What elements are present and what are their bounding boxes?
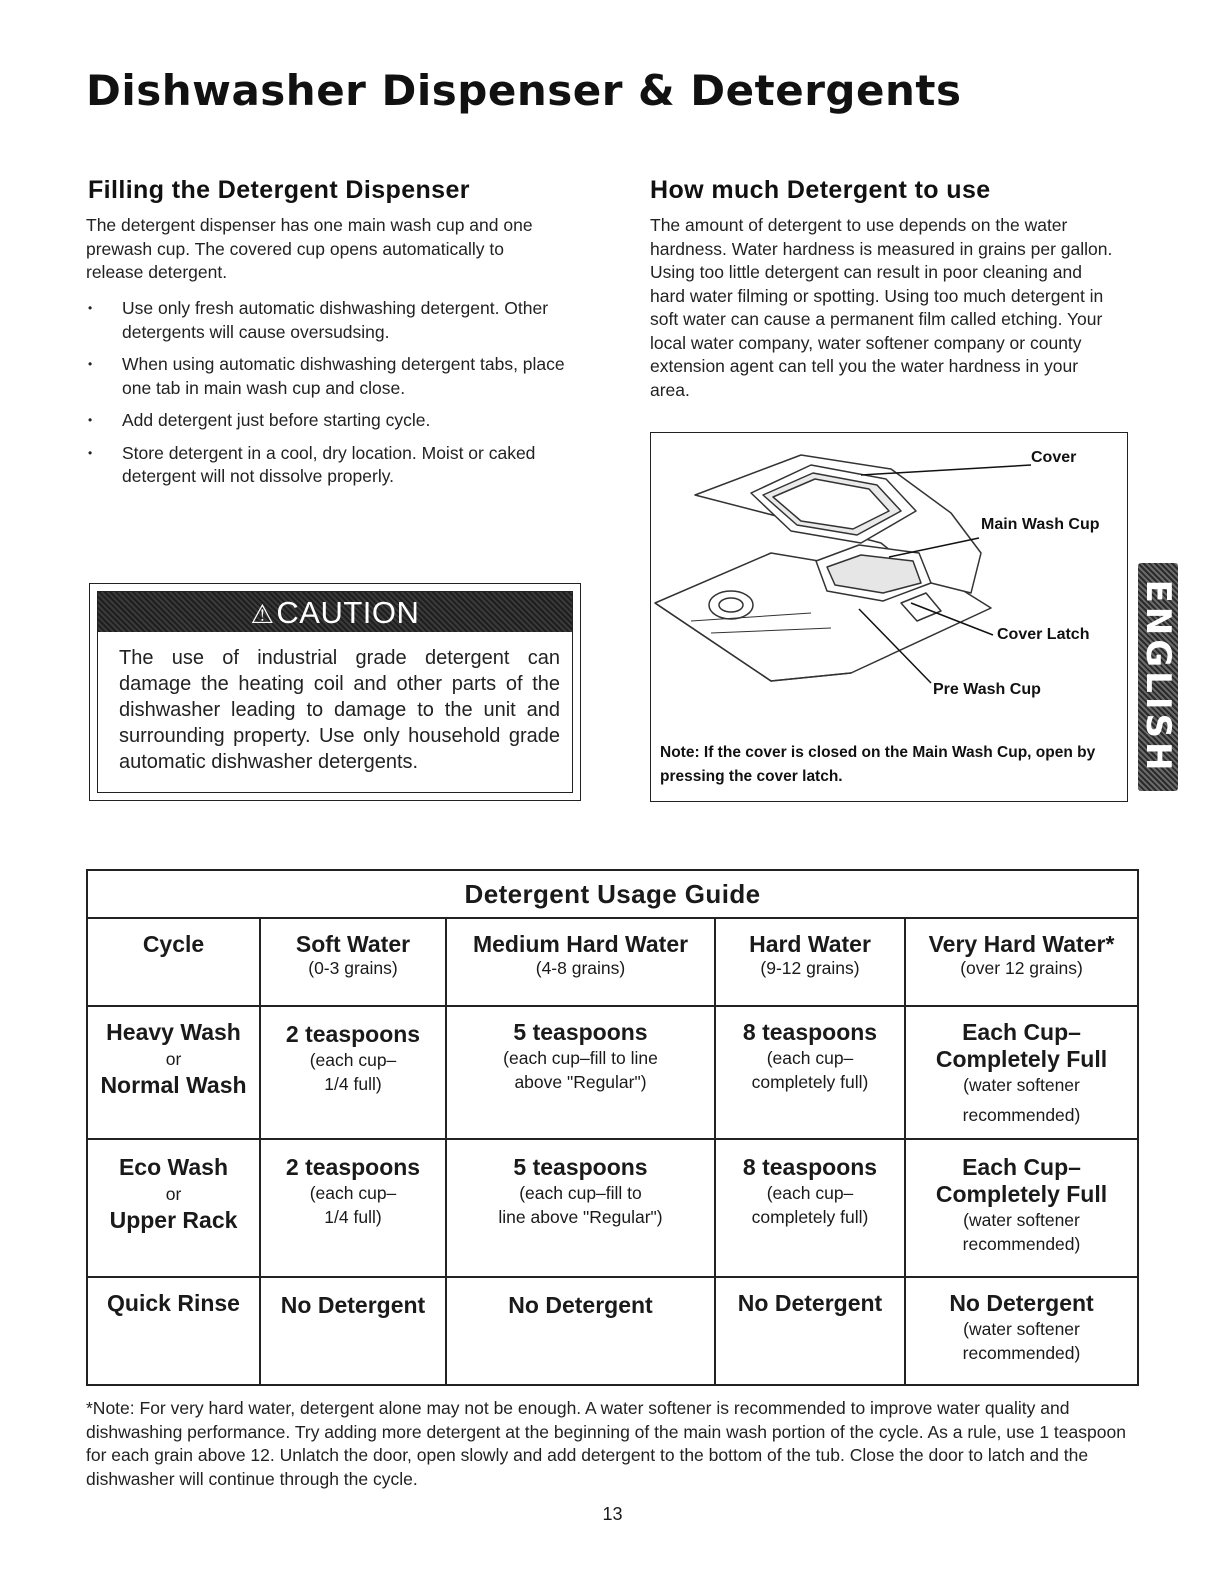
table-cell: No Detergent bbox=[260, 1277, 446, 1385]
diagram-note: Note: If the cover is closed on the Main Wash Cup, open by pressing the cover latch. bbox=[660, 744, 1096, 785]
warning-icon: ⚠ bbox=[250, 599, 275, 629]
table-cell: 5 teaspoons (each cup–fill to line above "Regular") bbox=[446, 1139, 715, 1277]
table-row bbox=[87, 1277, 1138, 1385]
table-cell: No Detergent bbox=[446, 1277, 715, 1385]
caution-banner bbox=[98, 592, 572, 632]
table-cell: Each Cup– Completely Full (water softener recommended) bbox=[905, 1139, 1138, 1277]
cycle-cell: Eco Wash or Upper Rack bbox=[87, 1139, 260, 1277]
dispenser-diagram bbox=[650, 432, 1128, 802]
language-label: ENGLISH bbox=[1138, 579, 1178, 775]
language-side-tab bbox=[1138, 563, 1178, 791]
bullet-item: • When using automatic dishwashing detergent tabs, place one tab in main wash cup and close. bbox=[86, 353, 580, 400]
label-cover-latch: Cover Latch bbox=[997, 626, 1090, 643]
label-pre-wash-cup: Pre Wash Cup bbox=[933, 681, 1041, 698]
header-cell: Hard Water (9-12 grains) bbox=[715, 918, 905, 1006]
table-cell: No Detergent (water softener recommended) bbox=[905, 1277, 1138, 1385]
table-cell: Each Cup– Completely Full (water softener recommended) bbox=[905, 1006, 1138, 1139]
page-number: 13 bbox=[602, 1504, 623, 1524]
section-heading-how-much: How much Detergent to use bbox=[650, 176, 991, 204]
header-cell: Soft Water (0-3 grains) bbox=[260, 918, 446, 1006]
label-cover: Cover bbox=[1031, 449, 1077, 466]
bullet-item: • Use only fresh automatic dishwashing detergent. Other detergents will cause oversudsing. bbox=[86, 297, 580, 344]
caution-label: CAUTION bbox=[276, 595, 420, 630]
cycle-cell: Heavy Wash or Normal Wash bbox=[87, 1006, 260, 1139]
table-cell: 8 teaspoons (each cup– completely full) bbox=[715, 1139, 905, 1277]
how-much-body: The amount of detergent to use depends on the water hardness. Water hardness is measured in grains per gallon. Using too little detergent can result in poor cleaning and hard water filming or spotting. Using too much detergent in soft water can cause a permanent film called etching. Your local water company, water softener company or county extension agent can tell you the water hardness in your area. bbox=[650, 215, 1113, 400]
table-cell: 2 teaspoons (each cup– 1/4 full) bbox=[260, 1139, 446, 1277]
table-cell: 5 teaspoons (each cup–fill to line above "Regular") bbox=[446, 1006, 715, 1139]
caution-text: The use of industrial grade detergent can damage the heating coil and other parts of the dishwasher leading to damage to the unit and surrounding property. Use only household grade automatic dishwasher detergents. bbox=[119, 647, 560, 773]
detergent-usage-table bbox=[86, 869, 1139, 1386]
footnote: *Note: For very hard water, detergent alone may not be enough. A water softener is recommended to improve water quality and dishwashing performance. Try adding more detergent at the beginning of the main wash portion of the cycle. As a rule, use 1 teaspoon for each grain above 12. Unlatch the door, open slowly and add detergent to the bottom of the tub. Close the door to latch and the dishwasher will continue through the cycle. bbox=[86, 1398, 1126, 1489]
table-cell: No Detergent bbox=[715, 1277, 905, 1385]
table-row bbox=[87, 1139, 1138, 1277]
bullet-item: • Add detergent just before starting cycle. bbox=[86, 409, 580, 433]
caution-inner-frame bbox=[97, 591, 573, 793]
header-cell: Medium Hard Water (4-8 grains) bbox=[446, 918, 715, 1006]
table-header-row bbox=[87, 918, 1138, 1006]
dispenser-illustration bbox=[651, 433, 1126, 733]
section-heading-filling: Filling the Detergent Dispenser bbox=[88, 176, 470, 204]
table-cell: 2 teaspoons (each cup– 1/4 full) bbox=[260, 1006, 446, 1139]
filling-bullets bbox=[86, 297, 580, 498]
table-cell: 8 teaspoons (each cup– completely full) bbox=[715, 1006, 905, 1139]
header-cell: Very Hard Water* (over 12 grains) bbox=[905, 918, 1138, 1006]
table-title: Detergent Usage Guide bbox=[87, 870, 1138, 918]
cycle-cell: Quick Rinse bbox=[87, 1277, 260, 1385]
table-row bbox=[87, 1006, 1138, 1139]
caution-box bbox=[89, 583, 581, 801]
bullet-item: • Store detergent in a cool, dry location. Moist or caked detergent will not dissolve properly. bbox=[86, 442, 580, 489]
page-title: Dishwasher Dispenser & Detergents bbox=[86, 66, 962, 115]
header-cell: Cycle bbox=[87, 918, 260, 1006]
filling-intro: The detergent dispenser has one main wash cup and one prewash cup. The covered cup opens automatically to release detergent. bbox=[86, 215, 533, 282]
label-main-wash-cup: Main Wash Cup bbox=[981, 516, 1100, 533]
